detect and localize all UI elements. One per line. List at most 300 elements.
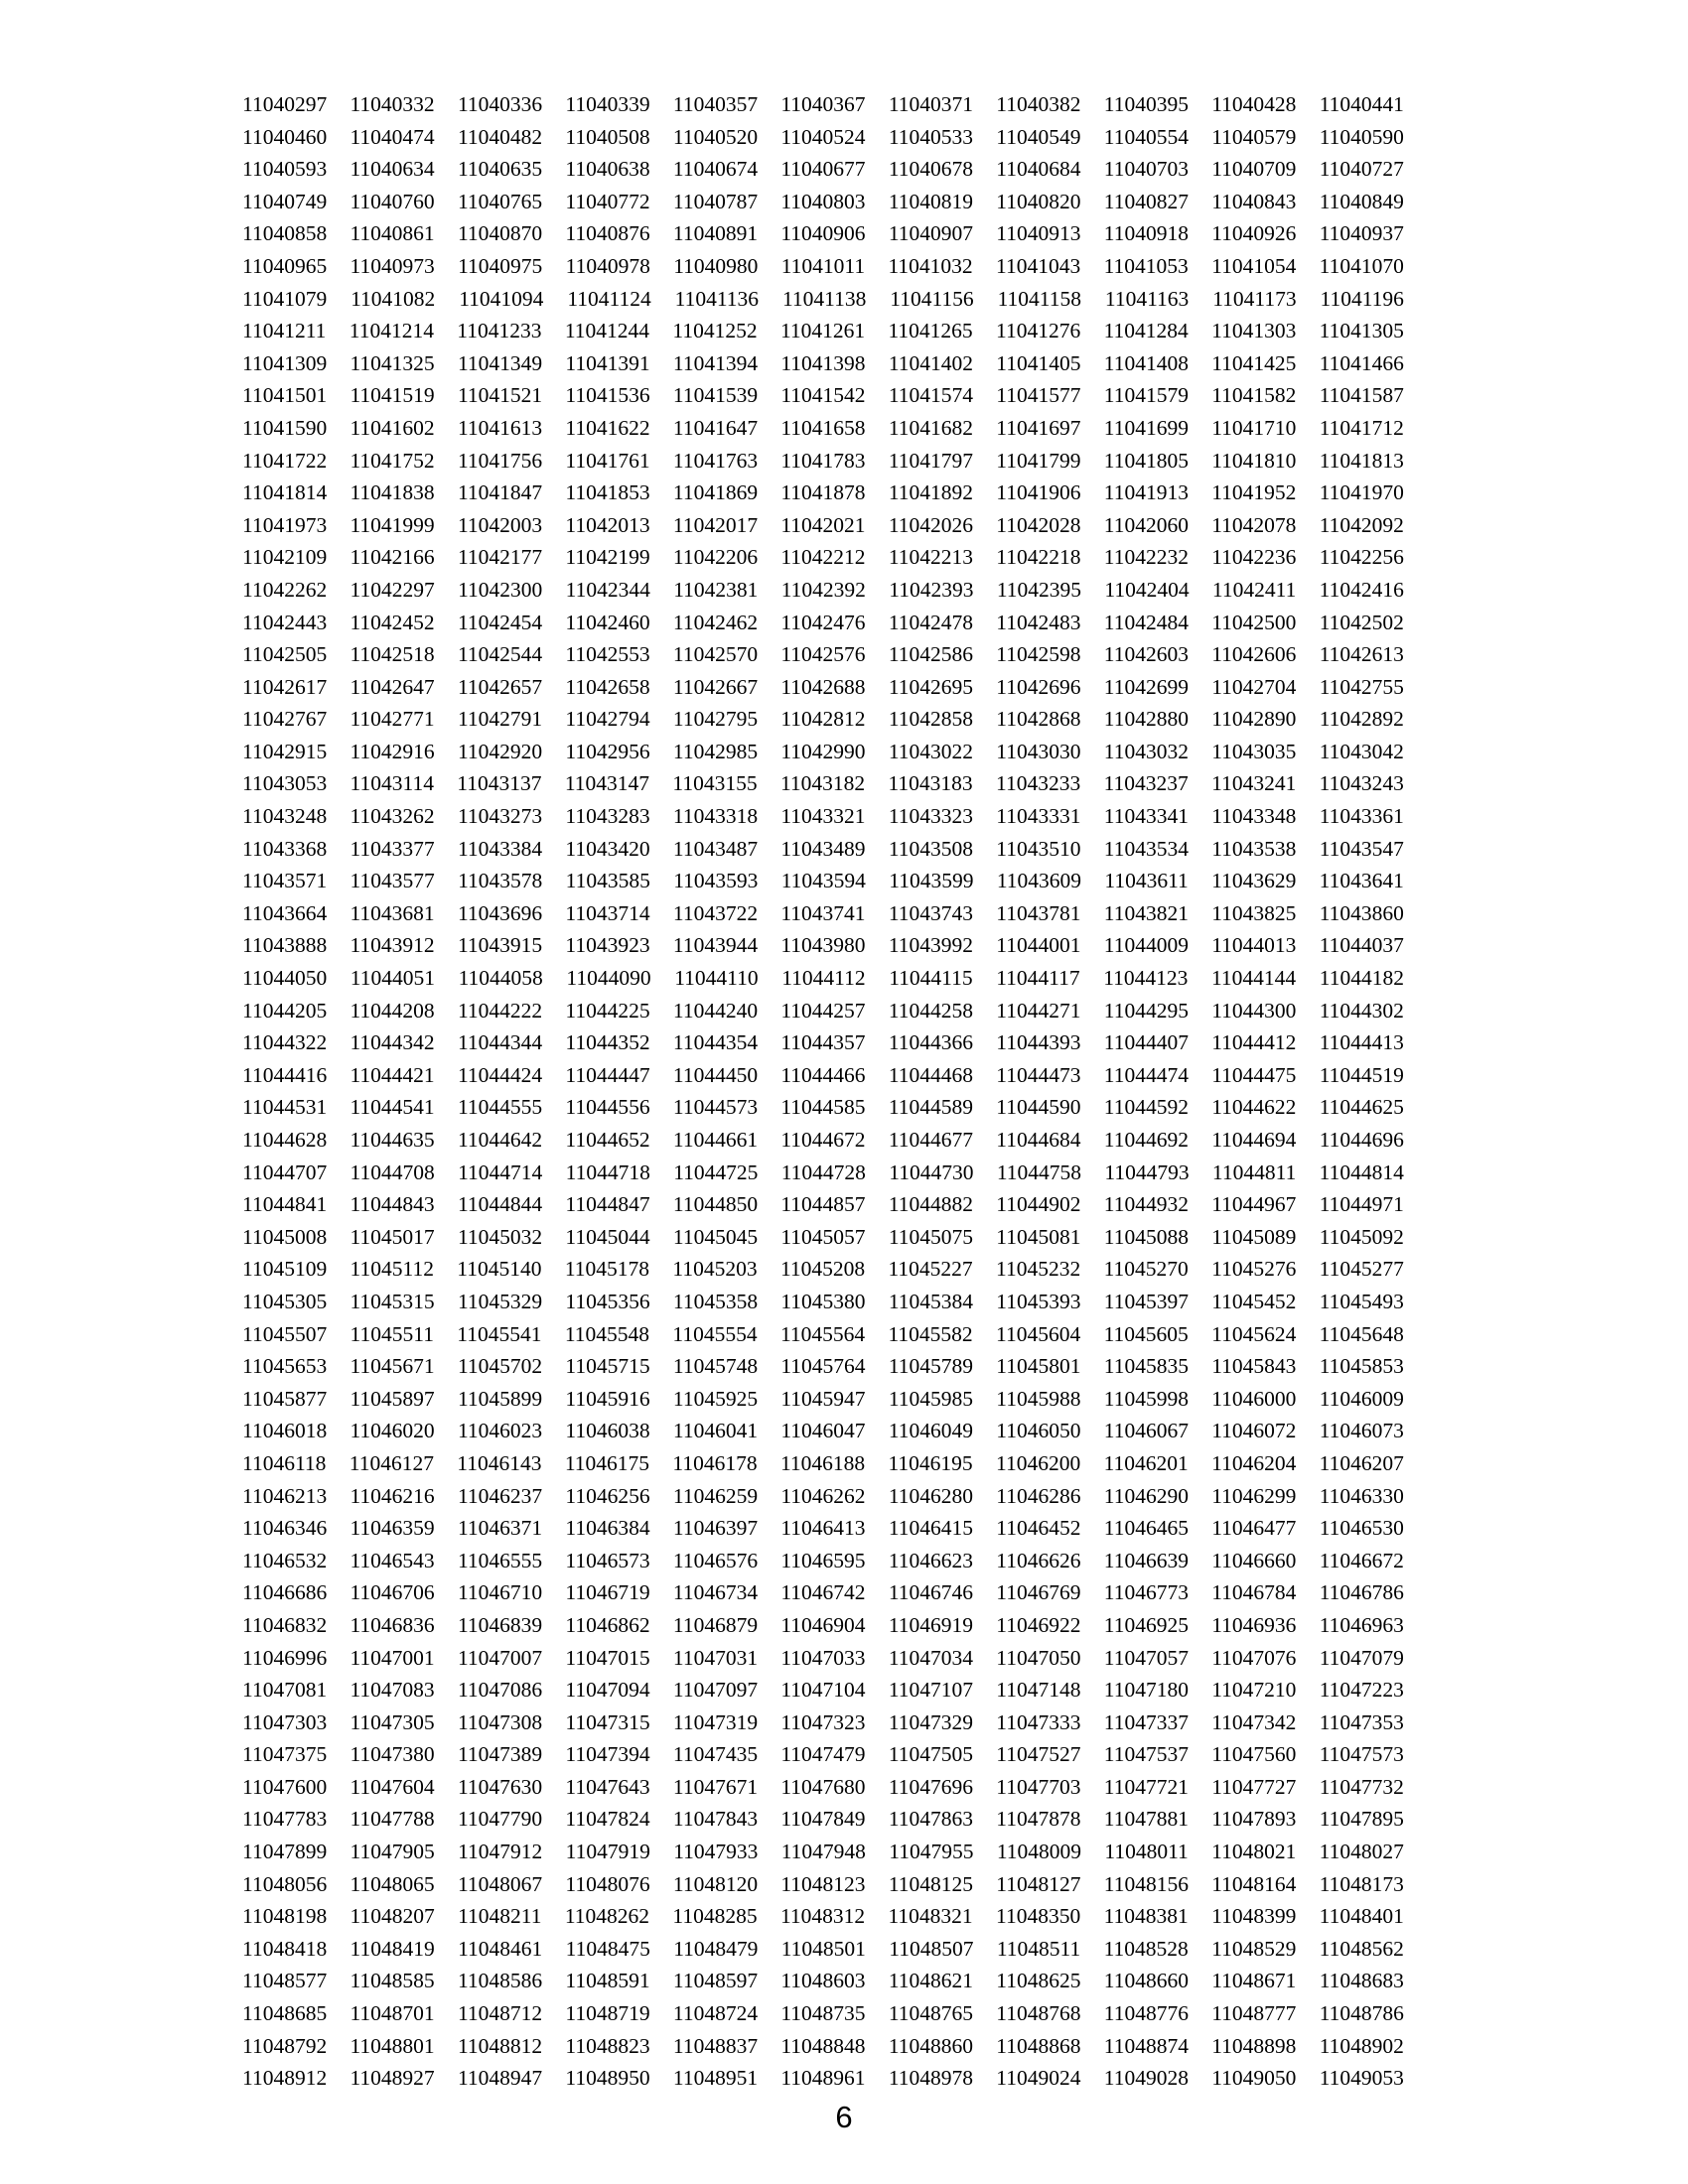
number-cell: 11048067: [457, 1871, 543, 1896]
number-cell: 11043487: [672, 836, 759, 861]
number-cell: 11047034: [888, 1645, 974, 1670]
number-cell: 11042416: [1319, 577, 1404, 602]
number-cell: 11041722: [242, 448, 328, 473]
number-cell: 11044902: [996, 1192, 1081, 1217]
number-cell: 11044416: [242, 1062, 328, 1087]
number-cell: 11045604: [996, 1321, 1081, 1346]
number-cell: 11040554: [1103, 124, 1189, 149]
number-row: [242, 736, 1404, 768]
number-cell: 11040677: [780, 157, 866, 182]
number-cell: 11044857: [780, 1192, 866, 1217]
number-cell: 11048507: [889, 1936, 974, 1961]
number-cell: 11047083: [350, 1678, 435, 1703]
number-cell: 11044814: [1319, 1160, 1404, 1184]
number-cell: 11045032: [457, 1224, 543, 1249]
number-cell: 11045899: [457, 1386, 543, 1411]
number-cell: 11049024: [996, 2066, 1081, 2091]
number-cell: 11047630: [457, 1774, 543, 1799]
number-row: [242, 897, 1404, 930]
number-cell: 11048156: [1103, 1871, 1189, 1896]
number-row: [242, 574, 1404, 607]
number-cell: 11041163: [1104, 286, 1190, 311]
number-row: [242, 347, 1404, 380]
number-cell: 11047033: [780, 1645, 866, 1670]
number-cell: 11047680: [780, 1774, 866, 1799]
number-cell: 11048479: [673, 1936, 759, 1961]
number-cell: 11041276: [996, 319, 1081, 343]
number-cell: 11042404: [1104, 577, 1190, 602]
number-cell: 11043577: [350, 869, 435, 893]
number-cell: 11040634: [350, 157, 435, 182]
number-cell: 11042262: [242, 577, 328, 602]
number-cell: 11042794: [565, 707, 650, 732]
number-row: [242, 995, 1404, 1027]
number-cell: 11042613: [1319, 642, 1404, 667]
number-cell: 11048671: [1211, 1969, 1297, 1993]
number-cell: 11046595: [780, 1548, 866, 1572]
number-cell: 11048685: [242, 2001, 328, 2026]
number-cell: 11042505: [242, 642, 328, 667]
number-cell: 11040975: [458, 253, 543, 278]
number-cell: 11045017: [350, 1224, 435, 1249]
number-cell: 11041138: [781, 286, 867, 311]
number-cell: 11041349: [457, 350, 543, 375]
number-cell: 11048350: [996, 1904, 1081, 1929]
number-cell: 11042576: [780, 642, 866, 667]
number-row: [242, 1188, 1404, 1221]
number-cell: 11047537: [1103, 1742, 1189, 1767]
number-cell: 11046256: [565, 1483, 650, 1508]
number-cell: 11048027: [1319, 1840, 1404, 1864]
number-cell: 11046023: [457, 1419, 543, 1443]
number-cell: 11042586: [888, 642, 974, 667]
number-cell: 11045356: [565, 1289, 650, 1313]
number-cell: 11048285: [672, 1904, 758, 1929]
number-cell: 11048120: [672, 1871, 759, 1896]
number-cell: 11044257: [780, 998, 866, 1023]
number-cell: 11040891: [672, 221, 759, 246]
number-cell: 11041973: [242, 512, 328, 537]
number-cell: 11041574: [888, 383, 974, 408]
number-row: [242, 1738, 1404, 1771]
number-row: [242, 1221, 1404, 1254]
number-cell: 11045998: [1103, 1386, 1189, 1411]
number-row: [242, 477, 1404, 509]
number-cell: 11041847: [457, 480, 543, 505]
number-cell: 11048625: [996, 1969, 1081, 1993]
number-cell: 11048586: [457, 1969, 543, 1993]
number-cell: 11041799: [996, 448, 1081, 473]
number-cell: 11043331: [996, 804, 1081, 829]
number-cell: 11041252: [672, 319, 758, 343]
number-cell: 11047696: [888, 1774, 974, 1799]
number-row: [242, 1512, 1404, 1545]
number-cell: 11045511: [350, 1321, 434, 1346]
number-cell: 11048065: [350, 1871, 435, 1896]
number-cell: 11045548: [564, 1321, 650, 1346]
number-cell: 11045329: [457, 1289, 543, 1313]
number-cell: 11044352: [565, 1030, 650, 1055]
number-cell: 11048961: [780, 2066, 866, 2091]
number-cell: 11048585: [350, 1969, 435, 1993]
number-cell: 11044730: [889, 1160, 974, 1184]
number-cell: 11044208: [350, 998, 435, 1023]
number-cell: 11040533: [888, 124, 974, 149]
number-cell: 11045075: [888, 1224, 974, 1249]
number-cell: 11040827: [1103, 189, 1189, 213]
number-cell: 11047527: [996, 1742, 1081, 1767]
number-cell: 11042199: [565, 545, 650, 570]
number-cell: 11045397: [1103, 1289, 1189, 1313]
number-cell: 11047435: [672, 1742, 759, 1767]
number-cell: 11045008: [242, 1224, 328, 1249]
number-cell: 11045203: [672, 1257, 758, 1282]
number-cell: 11045988: [996, 1386, 1081, 1411]
number-cell: 11046359: [350, 1516, 435, 1541]
number-cell: 11046213: [242, 1483, 328, 1508]
number-cell: 11047180: [1103, 1678, 1189, 1703]
number-cell: 11040367: [780, 92, 866, 116]
number-cell: 11042518: [350, 642, 435, 667]
number-cell: 11048399: [1211, 1904, 1297, 1929]
number-cell: 11046118: [242, 1450, 327, 1475]
number-cell: 11043114: [350, 771, 434, 796]
number-cell: 11044413: [1319, 1030, 1404, 1055]
number-cell: 11045564: [779, 1321, 866, 1346]
number-cell: 11048874: [1103, 2033, 1189, 2058]
number-cell: 11045227: [888, 1257, 973, 1282]
number-cell: 11045715: [565, 1354, 650, 1379]
number-cell: 11041813: [1319, 448, 1404, 473]
number-cell: 11048719: [565, 2001, 650, 2026]
number-cell: 11040980: [673, 253, 759, 278]
number-cell: 11044037: [1319, 933, 1404, 958]
number-cell: 11046919: [888, 1612, 974, 1637]
number-row: [242, 1836, 1404, 1868]
number-cell: 11049050: [1211, 2066, 1297, 2091]
number-cell: 11040870: [457, 221, 543, 246]
number-cell: 11047899: [242, 1840, 328, 1864]
number-cell: 11044447: [565, 1062, 650, 1087]
number-cell: 11040913: [996, 221, 1081, 246]
number-cell: 11042502: [1319, 610, 1404, 634]
number-cell: 11048603: [780, 1969, 866, 1993]
number-cell: 11044971: [1319, 1192, 1404, 1217]
number-cell: 11047337: [1103, 1709, 1189, 1734]
number-cell: 11045877: [242, 1386, 328, 1411]
number-cell: 11040937: [1319, 221, 1404, 246]
number-cell: 11044758: [996, 1160, 1082, 1184]
number-cell: 11048562: [1319, 1936, 1404, 1961]
number-cell: 11046925: [1103, 1612, 1189, 1637]
number-row: [242, 800, 1404, 833]
number-cell: 11043183: [888, 771, 973, 796]
number-cell: 11043262: [350, 804, 435, 829]
number-row: [242, 1868, 1404, 1901]
number-cell: 11047783: [242, 1807, 328, 1832]
number-cell: 11044714: [458, 1160, 543, 1184]
number-cell: 11045276: [1211, 1257, 1297, 1282]
number-cell: 11043508: [888, 836, 974, 861]
number-cell: 11044112: [781, 966, 866, 991]
number-cell: 11045092: [1319, 1224, 1404, 1249]
number-cell: 11040965: [242, 253, 328, 278]
number-cell: 11041999: [350, 512, 435, 537]
number-cell: 11048597: [672, 1969, 759, 1993]
number-cell: 11047094: [565, 1678, 650, 1703]
number-cell: 11040678: [888, 157, 974, 182]
number-cell: 11042890: [1211, 707, 1297, 732]
number-cell: 11041305: [1319, 319, 1404, 343]
number-cell: 11040549: [996, 124, 1081, 149]
number-cell: 11043534: [1103, 836, 1189, 861]
number-cell: 11047788: [350, 1807, 435, 1832]
number-cell: 11044322: [242, 1030, 328, 1055]
number-cell: 11047505: [888, 1742, 974, 1767]
number-cell: 11048786: [1319, 2001, 1404, 2026]
number-cell: 11048198: [242, 1904, 328, 1929]
number-cell: 11043155: [672, 771, 758, 796]
number-cell: 11048776: [1103, 2001, 1189, 2026]
number-row: [242, 1350, 1404, 1383]
number-cell: 11040474: [350, 124, 435, 149]
number-cell: 11041408: [1103, 350, 1189, 375]
number-row: [242, 412, 1404, 445]
number-cell: 11044366: [888, 1030, 974, 1055]
number-cell: 11043681: [350, 900, 435, 925]
number-cell: 11045925: [672, 1386, 759, 1411]
number-cell: 11046769: [996, 1580, 1081, 1605]
number-cell: 11042767: [242, 707, 328, 732]
number-cell: 11042218: [996, 545, 1081, 570]
number-cell: 11046832: [242, 1612, 328, 1637]
number-cell: 11046299: [1211, 1483, 1297, 1508]
number-row: [242, 833, 1404, 866]
number-cell: 11043233: [996, 771, 1081, 796]
number-cell: 11043825: [1211, 900, 1297, 925]
number-cell: 11046862: [565, 1612, 650, 1637]
number-cell: 11042658: [565, 674, 650, 699]
number-cell: 11046639: [1103, 1548, 1189, 1572]
number-cell: 11048164: [1211, 1871, 1297, 1896]
number-row: [242, 703, 1404, 736]
number-cell: 11042297: [350, 577, 435, 602]
number-cell: 11047394: [565, 1742, 650, 1767]
number-cell: 11044240: [672, 998, 759, 1023]
number-cell: 11044058: [458, 966, 543, 991]
number-cell: 11046216: [350, 1483, 435, 1508]
number-cell: 11042617: [242, 674, 328, 699]
number-cell: 11046686: [242, 1580, 328, 1605]
number-cell: 11047031: [672, 1645, 759, 1670]
number-cell: 11047790: [457, 1807, 543, 1832]
number-cell: 11041244: [564, 319, 650, 343]
number-cell: 11047050: [996, 1645, 1081, 1670]
number-cell: 11044652: [565, 1128, 650, 1152]
number-row: [242, 1576, 1404, 1609]
number-cell: 11044725: [673, 1160, 759, 1184]
number-cell: 11045493: [1319, 1289, 1404, 1313]
number-cell: 11041763: [672, 448, 759, 473]
number-cell: 11040590: [1319, 124, 1404, 149]
number-cell: 11042755: [1319, 674, 1404, 699]
number-cell: 11047097: [672, 1678, 759, 1703]
number-cell: 11040593: [242, 157, 328, 182]
number-cell: 11046330: [1319, 1483, 1404, 1508]
number-cell: 11047573: [1319, 1742, 1404, 1767]
number-cell: 11040861: [350, 221, 435, 246]
number-cell: 11043585: [565, 869, 650, 893]
number-cell: 11042868: [996, 707, 1081, 732]
number-cell: 11040371: [888, 92, 974, 116]
number-cell: 11047643: [565, 1774, 650, 1799]
number-cell: 11044573: [672, 1095, 759, 1120]
number-cell: 11048321: [888, 1904, 973, 1929]
number-cell: 11047824: [565, 1807, 650, 1832]
number-cell: 11048401: [1319, 1904, 1404, 1929]
number-cell: 11046127: [349, 1450, 434, 1475]
number-cell: 11041853: [565, 480, 650, 505]
number-cell: 11040508: [565, 124, 650, 149]
number-cell: 11044050: [242, 966, 328, 991]
number-cell: 11043042: [1319, 739, 1404, 763]
number-cell: 11043022: [888, 739, 974, 763]
number-cell: 11048123: [780, 1871, 866, 1896]
number-cell: 11043361: [1319, 804, 1404, 829]
number-cell: 11048312: [779, 1904, 866, 1929]
number-cell: 11040520: [672, 124, 759, 149]
number-cell: 11040638: [565, 157, 650, 182]
number-cell: 11043980: [780, 933, 866, 958]
number-cell: 11045507: [242, 1321, 328, 1346]
number-cell: 11048912: [242, 2066, 328, 2091]
number-cell: 11045653: [242, 1354, 328, 1379]
number-row: [242, 153, 1404, 186]
number-cell: 11046573: [565, 1548, 650, 1572]
number-cell: 11044677: [888, 1128, 974, 1152]
number-cell: 11046452: [996, 1516, 1081, 1541]
number-cell: 11041810: [1211, 448, 1297, 473]
number-cell: 11040727: [1319, 157, 1404, 182]
number-cell: 11040803: [780, 189, 866, 213]
number-cell: 11042704: [1211, 674, 1297, 699]
number-cell: 11044466: [780, 1062, 866, 1087]
number-cell: 11043510: [996, 836, 1081, 861]
number-cell: 11044468: [888, 1062, 974, 1087]
number-cell: 11041756: [457, 448, 543, 473]
number-cell: 11044707: [242, 1160, 328, 1184]
number-cell: 11049053: [1319, 2066, 1404, 2091]
number-cell: 11044932: [1103, 1192, 1189, 1217]
number-cell: 11045112: [350, 1257, 434, 1282]
number-cell: 11042598: [996, 642, 1081, 667]
number-cell: 11040382: [996, 92, 1081, 116]
number-cell: 11040524: [780, 124, 866, 149]
number-cell: 11045057: [780, 1224, 866, 1249]
number-cell: 11043714: [565, 900, 650, 925]
number-cell: 11044541: [350, 1095, 435, 1120]
number-cell: 11045270: [1103, 1257, 1189, 1282]
number-row: [242, 929, 1404, 962]
number-row: [242, 1771, 1404, 1804]
number-cell: 11041156: [890, 286, 974, 311]
number-cell: 11047148: [996, 1678, 1081, 1703]
number-cell: 11044692: [1103, 1128, 1189, 1152]
number-cell: 11041970: [1319, 480, 1404, 505]
number-cell: 11047076: [1211, 1645, 1297, 1670]
number-cell: 11041173: [1212, 286, 1297, 311]
number-cell: 11042688: [780, 674, 866, 699]
number-cell: 11040843: [1211, 189, 1297, 213]
number-cell: 11041405: [996, 350, 1081, 375]
number-row: [242, 1609, 1404, 1642]
number-cell: 11048660: [1103, 1969, 1189, 1993]
number-cell: 11047600: [242, 1774, 328, 1799]
number-cell: 11042232: [1103, 545, 1189, 570]
number-cell: 11042791: [457, 707, 543, 732]
number-cell: 11041579: [1103, 383, 1189, 408]
number-cell: 11048381: [1103, 1904, 1189, 1929]
number-cell: 11041878: [780, 480, 866, 505]
number-cell: 11046963: [1319, 1612, 1404, 1637]
number-cell: 11046543: [350, 1548, 435, 1572]
number-cell: 11043241: [1211, 771, 1297, 796]
number-row: [242, 1480, 1404, 1513]
number-cell: 11044696: [1319, 1128, 1404, 1152]
number-cell: 11044123: [1103, 966, 1189, 991]
number-cell: 11047380: [350, 1742, 435, 1767]
number-cell: 11045916: [565, 1386, 650, 1411]
number-row: [242, 671, 1404, 704]
number-cell: 11042060: [1103, 512, 1189, 537]
number-row: [242, 2062, 1404, 2095]
number-cell: 11043888: [242, 933, 328, 958]
number-cell: 11041892: [888, 480, 974, 505]
number-cell: 11041398: [780, 350, 866, 375]
number-cell: 11048262: [564, 1904, 650, 1929]
number-cell: 11049028: [1103, 2066, 1189, 2091]
number-cell: 11048056: [242, 1871, 328, 1896]
number-row: [242, 1965, 1404, 1997]
number-cell: 11048076: [565, 1871, 650, 1896]
number-cell: 11041233: [457, 319, 542, 343]
number-cell: 11044642: [457, 1128, 543, 1152]
number-cell: 11041303: [1211, 319, 1297, 343]
number-cell: 11044590: [996, 1095, 1081, 1120]
number-cell: 11047703: [996, 1774, 1081, 1799]
number-cell: 11048902: [1319, 2033, 1404, 2058]
number-cell: 11040876: [565, 221, 650, 246]
number-cell: 11044684: [996, 1128, 1081, 1152]
number-cell: 11044205: [242, 998, 328, 1023]
number-cell: 11043664: [242, 900, 328, 925]
number-cell: 11046067: [1103, 1419, 1189, 1443]
number-cell: 11042013: [565, 512, 650, 537]
number-cell: 11047223: [1319, 1678, 1404, 1703]
number-cell: 11043992: [888, 933, 974, 958]
number-cell: 11042078: [1211, 512, 1297, 537]
number-cell: 11040674: [672, 157, 759, 182]
number-cell: 11048125: [888, 1871, 974, 1896]
number-cell: 11043611: [1104, 869, 1189, 893]
number-cell: 11045671: [350, 1354, 435, 1379]
number-cell: 11043273: [457, 804, 543, 829]
number-cell: 11040765: [457, 189, 543, 213]
number-cell: 11046555: [457, 1548, 543, 1572]
number-cell: 11044009: [1103, 933, 1189, 958]
number-cell: 11046204: [1211, 1450, 1297, 1475]
number-cell: 11044225: [565, 998, 650, 1023]
